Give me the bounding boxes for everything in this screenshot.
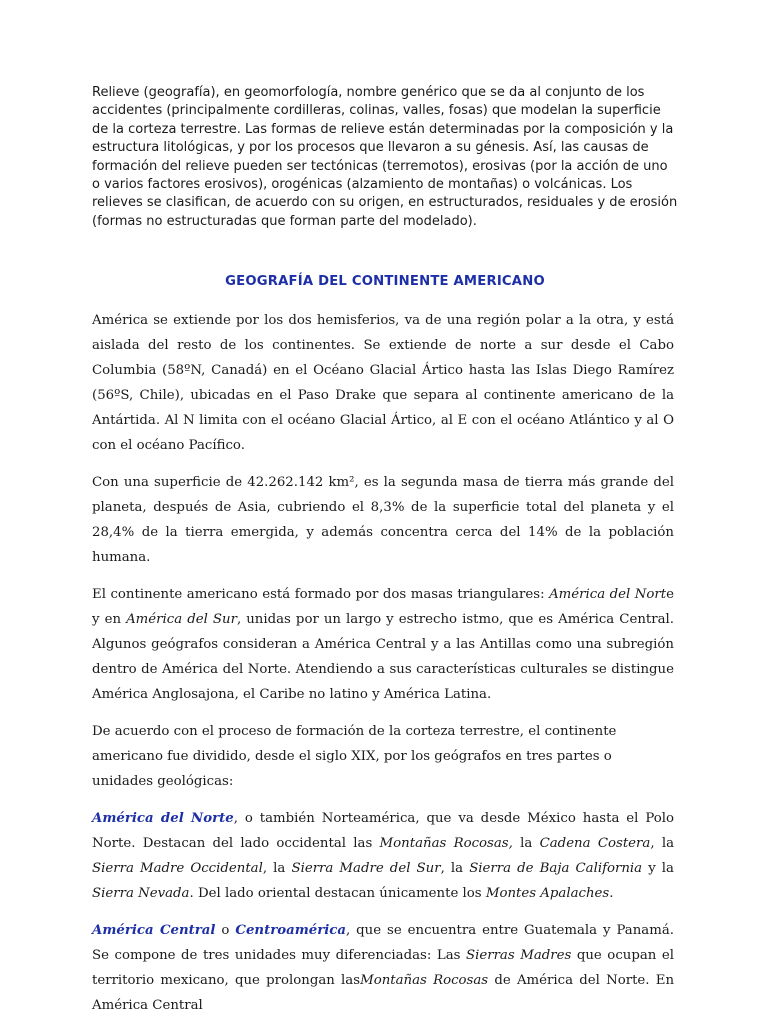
intro-paragraph: Relieve (geografía), en geomorfología, nombre genérico que se da al conjunto de los accidentes (principalmente cordilleras, colinas, valles, fosas) que modelan la superficie de la corteza terrestre. Las formas de relieve están determinadas por la composición y la estructura litológicas, y por los procesos que llevaron a su génesis. Así, las causas de formación del relieve pueden ser tectónicas (terremotos), erosivas (por la acción de uno o varios factores erosivos), orogénicas (alzamiento de montañas) o volcánicas. Los relieves se clasifican, de acuerdo con su origen, en estructurados, residuales y de erosión (formas no estructuradas que forman parte del modelado). (92, 85, 678, 229)
paragraph-extension: América se extiende por los dos hemisferios, va de una región polar a la otra, y está aislada del resto de los continentes. Se extiende de norte a sur desde el Cabo Columbia (58ºN, Canadá) en el Océano Glacial Ártico hasta las Islas Diego Ramírez (56ºS, Chile), ubicadas en el Paso Drake que separa al continente americano de la Antártida. Al N limita con el océano Glacial Ártico, al E con el océano Atlántico y al O con el océano Pacífico. (92, 313, 674, 453)
text-run: que ocupan el territorio mexicano, que prolongan las (92, 948, 674, 988)
italic-term: Sierra Nevada (92, 886, 190, 901)
italic-term: América del Nort (549, 587, 667, 602)
italic-term: Sierra Madre Occidental (92, 861, 263, 876)
text-run: o (215, 923, 236, 938)
text-run: , unidas por un largo y estrecho istmo, que es América Central. Algunos geógrafos consideran a América Central y a las Antillas como una subregión dentro de América del Norte. Atendiendo a sus características culturales se distingue América Anglosajona, el Caribe no latino y América Latina. (92, 612, 674, 702)
italic-term: Sierra Madre del Sur (291, 861, 441, 876)
paragraph-masas-triangulares (92, 582, 674, 707)
term-centroamerica: Centroamérica (235, 923, 347, 938)
italic-term: Sierra de Baja California (469, 861, 643, 876)
text-run: y la (642, 861, 674, 876)
paragraph-unidades-geologicas: De acuerdo con el proceso de formación de la corteza terrestre, el continente americano fue dividido, desde el siglo XIX, por los geógrafos en tres partes o unidades geológicas: (92, 724, 617, 789)
body-text (92, 308, 674, 1030)
text-run: la (512, 836, 540, 851)
text-run: . (609, 886, 614, 901)
text-run: de América del Norte. En América Central (92, 973, 675, 1013)
text-run: , la (262, 861, 292, 876)
text-run: El continente americano está formado por dos masas triangulares: (92, 587, 550, 602)
term-america-del-norte: América del Norte (92, 811, 234, 826)
text-run: e y en (92, 587, 674, 627)
text-run: . Del lado oriental destacan únicamente los (189, 886, 486, 901)
text-run: , que se encuentra entre Guatemala y Panamá. Se compone de tres unidades muy diferenciadas: Las (92, 923, 674, 963)
italic-term: América del Sur (126, 612, 237, 627)
section-heading: GEOGRAFÍA DEL CONTINENTE AMERICANO (225, 274, 545, 289)
text-run: , la (650, 836, 674, 851)
italic-term: Montañas Rocosas, (379, 836, 513, 851)
paragraph-america-del-norte (92, 806, 674, 906)
paragraph-america-central (92, 918, 674, 1018)
text-run: , la (440, 861, 470, 876)
italic-term: Montañas Rocosas (360, 973, 489, 988)
paragraph-superficie: Con una superficie de 42.262.142 km², es la segunda masa de tierra más grande del planeta, después de Asia, cubriendo el 8,3% de la superficie total del planeta y el 28,4% de la tierra emergida, y además concentra cerca del 14% de la población humana. (92, 475, 674, 565)
italic-term: Montes Apalaches (485, 886, 610, 901)
italic-term: Sierras Madres (465, 948, 572, 963)
text-run: , o también Norteamérica, que va desde México hasta el Polo Norte. Destacan del lado occidental las (92, 811, 674, 851)
term-america-central: América Central (92, 923, 216, 938)
italic-term: Cadena Costera (539, 836, 651, 851)
